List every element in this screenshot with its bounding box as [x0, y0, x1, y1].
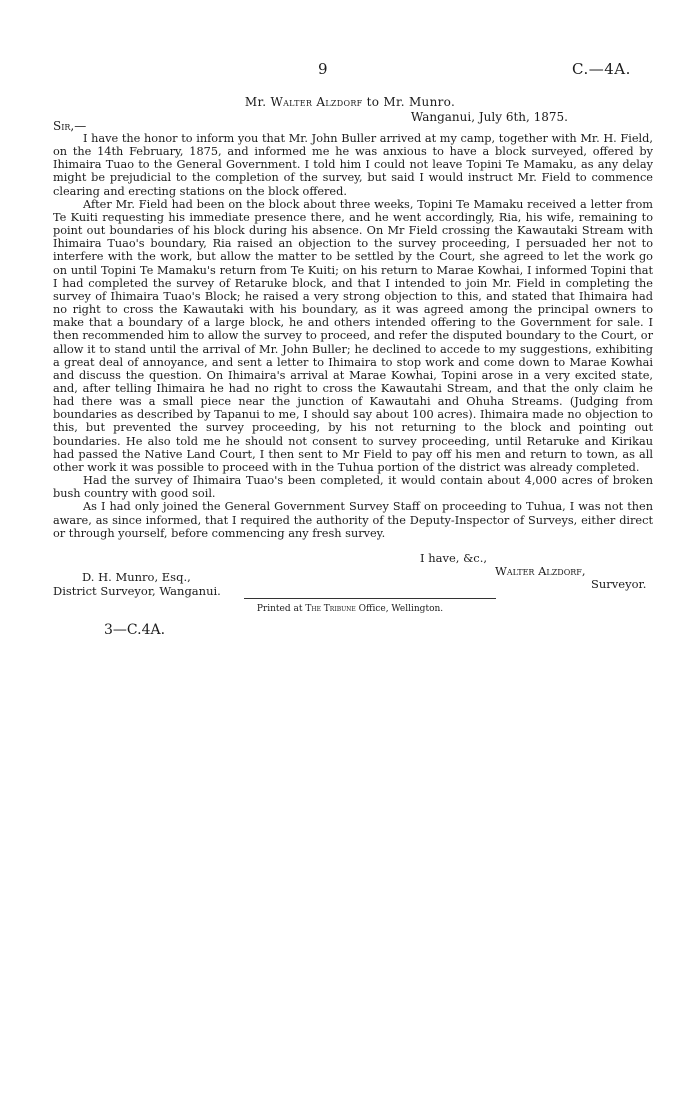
body-paragraph: I have the honor to inform you that Mr. John Buller arrived at my camp, together with Mr. H. Field, on the 14th February, 1875, and informed me he was anxious to have a block surveyed, offered by Ihimaira Tuao to the General Government. I told him I could not leave Topini Te Mamaku, as any delay might be prejudicial to the completion of the survey, but said I would instruct Mr. Field to commence clearing and erecting stations on the block offered. — [53, 132, 653, 198]
page-number: 9 — [318, 60, 328, 78]
body-paragraph: After Mr. Field had been on the block about three weeks, Topini Te Mamaku received a letter from Te Kuiti requesting his immediate presence there, and he went accordingly, Ria, his wife, remaining to point out boundaries of his block during his absence. On Mr Field crossing the Kawautaki Stream with Ihimaira Tuao's boundary, Ria raised an objection to the survey proceeding, I persuaded her not to interfere with the work, but allow the matter to be settled by the Court, she agreed to let the work go on until Topini Te Mamaku's return from Te Kuiti; on his return to Marae Kowhai, I informed Topini that I had completed the survey of Retaruke block, and that I intended to join Mr. Field in completing the survey of Ihimaira Tuao's Block; he raised a very strong objection to this, and stated that Ihimaira had no right to cross the Kawautaki with his boundary, as it was agreed among the principal owners to make that a boundary of a large block, he and others intended offering to the Government for sale. I then recommended him to allow the survey to proceed, and refer the disputed boundary to the Court, or allow it to stand until the arrival of Mr. John Buller; he declined to accede to my suggestions, exhibiting a great deal of annoyance, and sent a letter to Ihimaira to stop work and come down to Marae Kowhai and discuss the question. On Ihimaira's arrival at Marae Kowhai, Topini arose in a very excited state, and, after telling Ihimaira he had no right to cross the Kawautahi Stream, and that the only claim he had there was a small piece near the junction of Kawautahi and Ohuha Streams. (Judging from boundaries as described by Tapanui to me, I should say about 100 acres). Ihimaira made no objection to this, but prevented the survey proceeding, by his not returning to the block and pointing out boundaries. He also told me he should not consent to survey proceeding, until Retaruke and Kirikau had passed the Native Land Court, I then sent to Mr Field to pay off his men and return to town, as all other work it was possible to proceed with in the Tuhua portion of the district was already completed. — [53, 197, 653, 474]
printer-prefix: Printed at — [256, 604, 303, 614]
page-reference: C.—4A. — [572, 60, 631, 78]
printer-line — [0, 604, 700, 614]
divider — [244, 598, 496, 599]
body-paragraph: Had the survey of Ihimaira Tuao's been completed, it would contain about 4,000 acres of broken bush country with good soil. — [53, 474, 653, 501]
signature-title: Surveyor. — [591, 577, 647, 591]
addressee-name: D. H. Munro, Esq., — [82, 570, 191, 584]
heading-from-name: Walter Alzdorf — [270, 95, 363, 109]
dateline: Wanganui, July 6th, 1875. — [410, 110, 568, 124]
printer-name: The Tribune — [305, 604, 356, 614]
letter-heading — [0, 95, 700, 109]
footer-reference: 3—C.4A. — [104, 622, 166, 638]
addressee-title: District Surveyor, Wanganui. — [53, 584, 221, 598]
closing: I have, &c., — [420, 551, 488, 565]
signature: Walter Alzdorf, — [495, 564, 586, 578]
salutation: Sir,— — [53, 119, 87, 133]
body-paragraph: As I had only joined the General Government Survey Staff on proceeding to Tuhua, I was not then aware, as since informed, that I required the authority of the Deputy-Inspector of Surveys, either direct or through yourself, before commencing any fresh survey. — [53, 500, 653, 540]
letter-body — [53, 132, 653, 540]
printer-suffix: Office, Wellington. — [358, 604, 444, 614]
heading-to: to Mr. Munro. — [366, 95, 456, 109]
heading-from-prefix: Mr. — [244, 95, 267, 109]
